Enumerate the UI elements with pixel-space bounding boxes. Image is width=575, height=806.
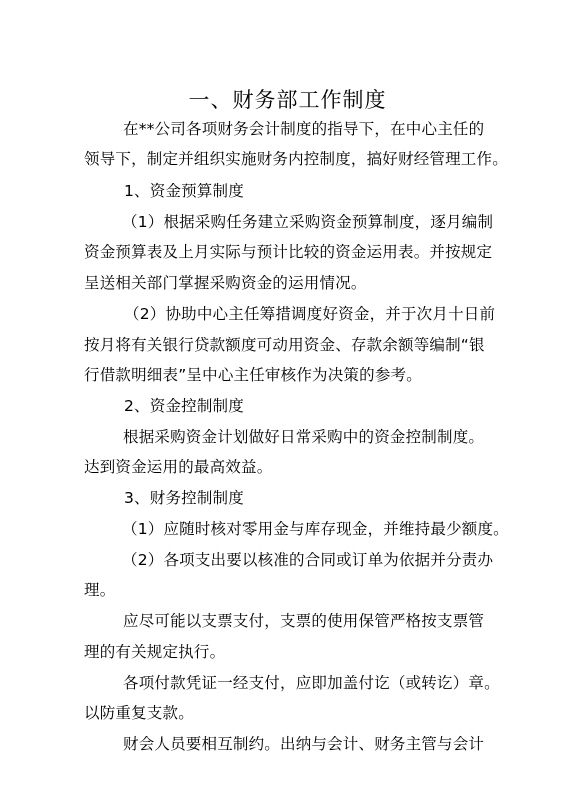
paragraph-line: （1）根据采购任务建立采购资金预算制度，逐月编制 [122, 213, 494, 231]
paragraph-line: 在**公司各项财务会计制度的指导下，在中心主任的 [123, 120, 485, 138]
paragraph-line: 各项付款凭证一经支付，应即加盖付讫（或转讫）章。 [123, 674, 500, 692]
paragraph-line: 行借款明细表”呈中心主任审核作为决策的参考。 [84, 366, 422, 384]
paragraph-line: 资金预算表及上月实际与预计比较的资金运用表。并按规定 [84, 243, 493, 261]
section-heading-budget: 1、资金预算制度 [124, 182, 244, 200]
paragraph-line: （2）各项支出要以核准的合同或订单为依据并分责办 [122, 551, 494, 569]
paragraph-line: 理的有关规定执行。 [84, 643, 226, 661]
paragraph-line: 财会人员要相互制约。出纳与会计、财务主管与会计 [123, 735, 485, 753]
paragraph-line: 根据采购资金计划做好日常采购中的资金控制制度。 [123, 428, 485, 446]
paragraph-line: 理。 [84, 581, 116, 599]
paragraph-line: 按月将有关银行贷款额度可动用资金、存款余额等编制“银 [84, 336, 485, 354]
paragraph-line: 呈送相关部门掌握采购资金的运用情况。 [84, 274, 367, 292]
paragraph-line: 达到资金运用的最高效益。 [84, 458, 273, 476]
paragraph-line: 应尽可能以支票支付，支票的使用保管严格按支票管 [123, 612, 485, 630]
paragraph-line: （2）协助中心主任筹措调度好资金，并于次月十日前 [124, 305, 496, 323]
section-heading-control: 2、资金控制制度 [124, 397, 244, 415]
paragraph-line: 以防重复支款。 [84, 704, 194, 722]
paragraph-line: 领导下，制定并组织实施财务内控制度，搞好财经管理工作。 [84, 150, 508, 168]
paragraph-line: （1）应随时核对零用金与库存现金，并维持最少额度。 [122, 520, 509, 538]
document-title: 一、财务部工作制度 [188, 88, 387, 112]
section-heading-finance: 3、财务控制制度 [124, 489, 244, 507]
